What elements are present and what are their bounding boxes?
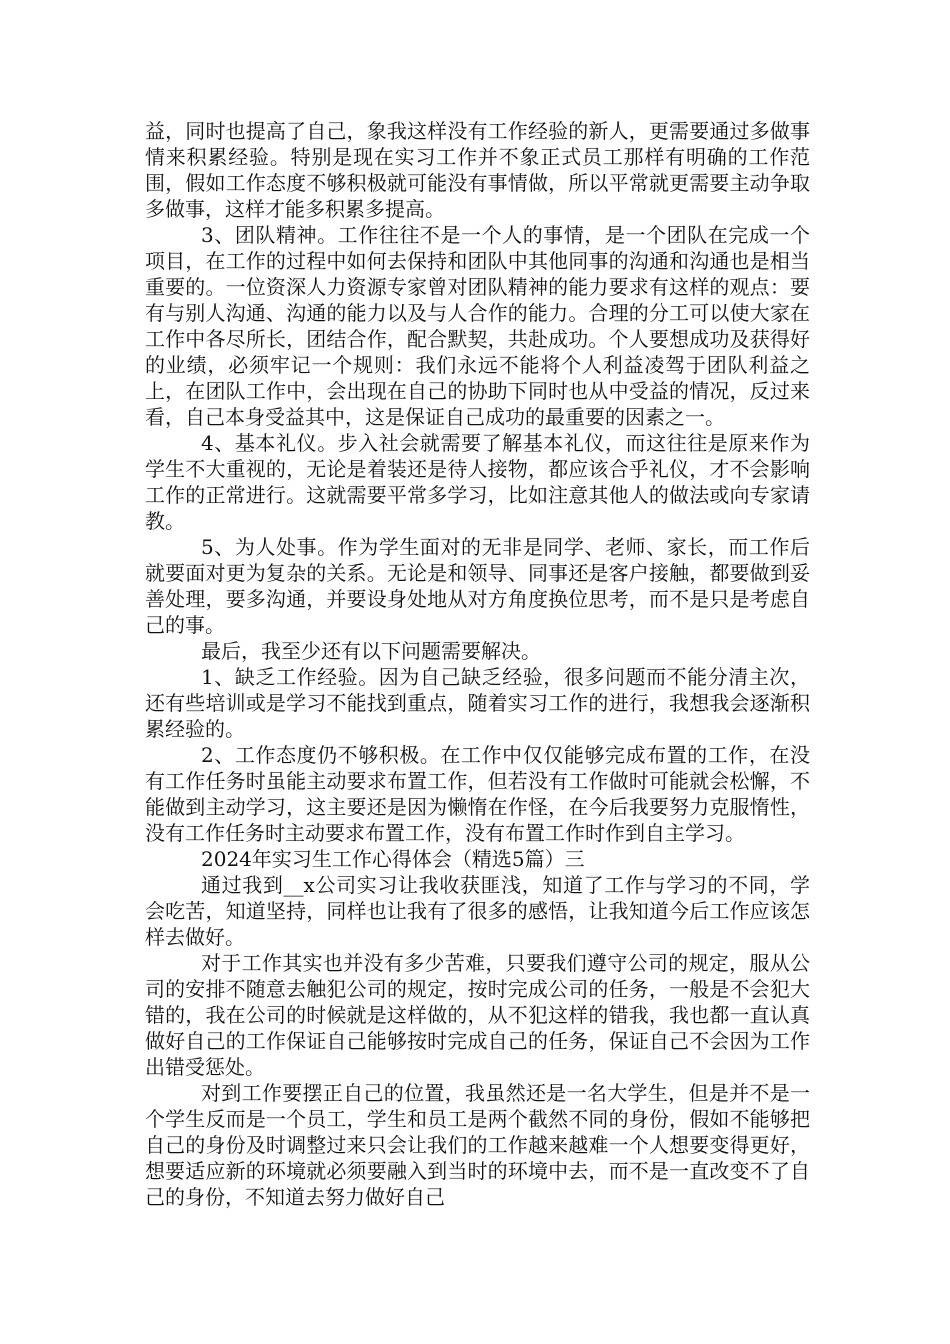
paragraph-9: 对于工作其实也并没有多少苦难，只要我们遵守公司的规定，服从公司的安排不随意去触犯公司的规定，按时完成公司的任务，一般是不会犯大错的，我在公司的时候就是这样做的，从不犯这样的错我，我也都一直认真做好自己的工作保证自己能够按时完成自己的任务，保证自己不会因为工作出错受惩处。: [145, 951, 810, 1079]
paragraph-7: 2、工作态度仍不够积极。在工作中仅仅能够完成布置的工作，在没有工作任务时虽能主动要求布置工作，但若没有工作做时可能就会松懈，不能做到主动学习，这主要还是因为懒惰在作怪，在今后我要努力克服惰性，没有工作任务时主动要求布置工作，没有布置工作时作到自主学习。: [145, 743, 810, 845]
paragraph-6: 1、缺乏工作经验。因为自己缺乏经验，很多问题而不能分清主次，还有些培训或是学习不能找到重点，随着实习工作的进行，我想我会逐渐积累经验的。: [145, 665, 810, 741]
paragraph-10: 对到工作要摆正自己的位置，我虽然还是一名大学生，但是并不是一个学生反而是一个员工，学生和员工是两个截然不同的身份，假如不能够把自己的身份及时调整过来只会让我们的工作越来越难一个人想要变得更好，想要适应新的环境就必须要融入到当时的环境中去，而不是一直改变不了自己的身份，不知道去努力做好自己: [145, 1081, 810, 1209]
paragraph-1: 益，同时也提高了自己，象我这样没有工作经验的新人，更需要通过多做事情来积累经验。特别是现在实习工作并不象正式员工那样有明确的工作范围，假如工作态度不够积极就可能没有事情做，所以平常就更需要主动争取多做事，这样才能多积累多提高。: [145, 119, 810, 221]
paragraph-3: 4、基本礼仪。步入社会就需要了解基本礼仪，而这往往是原来作为学生不大重视的，无论是着装还是待人接物，都应该合乎礼仪，才不会影响工作的正常进行。这就需要平常多学习，比如注意其他人的做法或向专家请教。: [145, 431, 810, 533]
paragraph-8: 通过我到__x公司实习让我收获匪浅，知道了工作与学习的不同，学会吃苦，知道坚持，同样也让我有了很多的感悟，让我知道今后工作应该怎样去做好。: [145, 873, 810, 949]
paragraph-5: 最后，我至少还有以下问题需要解决。: [201, 639, 541, 663]
paragraph-4: 5、为人处事。作为学生面对的无非是同学、老师、家长，而工作后就要面对更为复杂的关系。无论是和领导、同事还是客户接触，都要做到妥善处理，要多沟通，并要设身处地从对方角度换位思考，而不是只是考虑自己的事。: [145, 535, 810, 637]
document-page: [145, 118, 810, 1210]
section-heading: 2024年实习生工作心得体会（精选5篇）三: [201, 847, 585, 871]
paragraph-2: 3、团队精神。工作往往不是一个人的事情，是一个团队在完成一个项目，在工作的过程中如何去保持和团队中其他同事的沟通和沟通也是相当重要的。一位资深人力资源专家曾对团队精神的能力要求有这样的观点：要有与别人沟通、沟通的能力以及与人合作的能力。合理的分工可以使大家在工作中各尽所长，团结合作，配合默契，共赴成功。个人要想成功及获得好的业绩，必须牢记一个规则：我们永远不能将个人利益凌驾于团队利益之上，在团队工作中，会出现在自己的协助下同时也从中受益的情况，反过来看，自己本身受益其中，这是保证自己成功的最重要的因素之一。: [145, 223, 810, 429]
